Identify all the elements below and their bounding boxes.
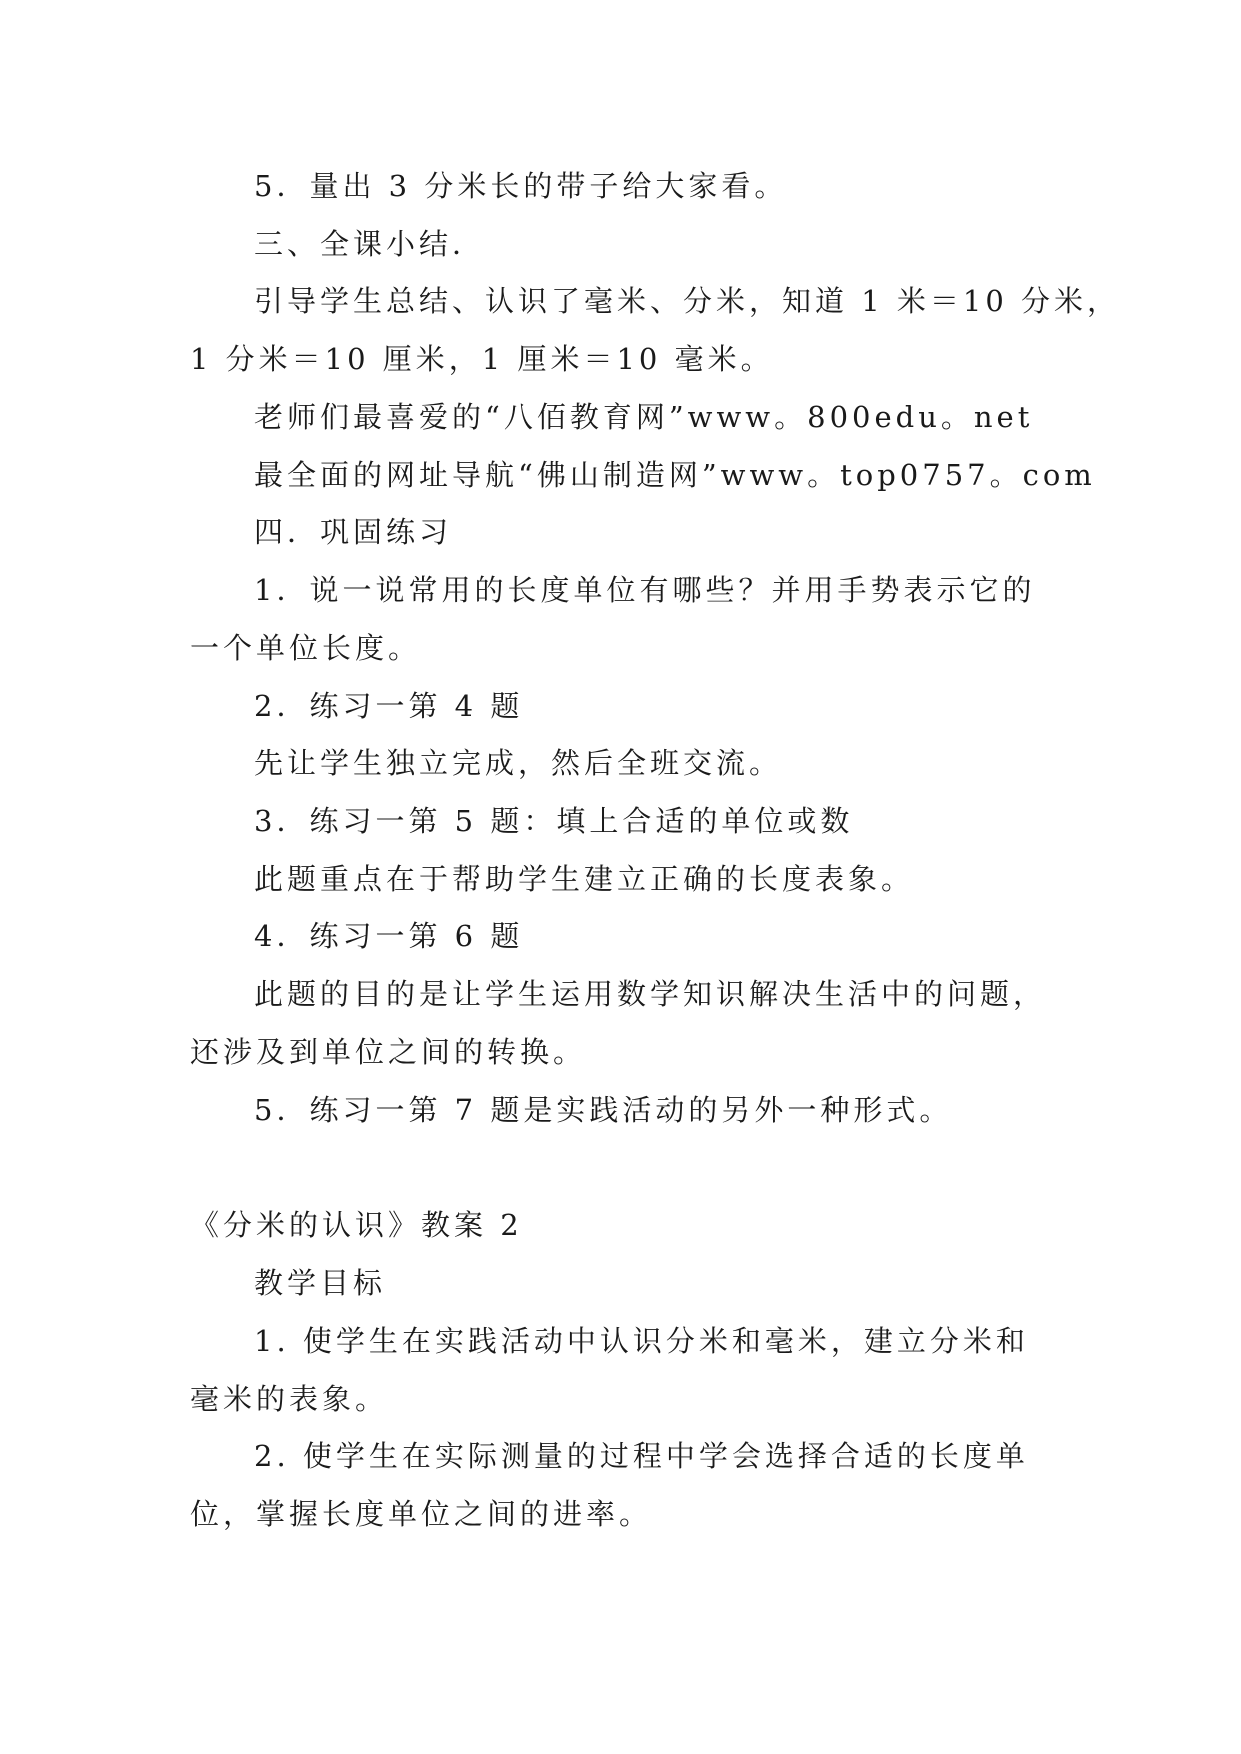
text-line: 4．练习一第 6 题: [254, 919, 524, 953]
text-line: 2．练习一第 4 题: [254, 689, 524, 723]
text-line: 1. 使学生在实践活动中认识分米和毫米，建立分米和: [254, 1324, 1029, 1358]
text-line: 3．练习一第 5 题：填上合适的单位或数: [254, 804, 854, 838]
text-line: 2. 使学生在实际测量的过程中学会选择合适的长度单: [254, 1439, 1029, 1473]
text-line: 毫米的表象。: [190, 1382, 389, 1416]
text-line: 此题重点在于帮助学生建立正确的长度表象。: [254, 862, 915, 896]
text-line: 最全面的网址导航“佛山制造网”www。top0757。com: [254, 458, 1096, 492]
section-heading: 三、全课小结．: [254, 227, 486, 261]
text-line: 先让学生独立完成，然后全班交流。: [254, 746, 783, 780]
text-line: 位，掌握长度单位之间的进率。: [190, 1497, 653, 1531]
text-line: 此题的目的是让学生运用数学知识解决生活中的问题，: [254, 977, 1047, 1011]
document-title: 《分米的认识》教案 2: [190, 1208, 523, 1242]
text-line: 引导学生总结、认识了毫米、分米，知道 1 米＝10 分米，: [254, 284, 1121, 318]
text-line: 一个单位长度。: [190, 631, 422, 665]
text-line: 5．练习一第 7 题是实践活动的另外一种形式。: [254, 1093, 953, 1127]
text-line: 1．说一说常用的长度单位有哪些？并用手势表示它的: [254, 573, 1036, 607]
section-heading: 教学目标: [254, 1266, 387, 1300]
text-line: 还涉及到单位之间的转换。: [190, 1035, 587, 1069]
text-line: 老师们最喜爱的“八佰教育网”www。800edu。net: [254, 400, 1034, 434]
section-heading: 四．巩固练习: [254, 515, 453, 549]
text-line: 5．量出 3 分米长的带子给大家看。: [254, 169, 788, 203]
text-line: 1 分米＝10 厘米，1 厘米＝10 毫米。: [190, 342, 774, 376]
